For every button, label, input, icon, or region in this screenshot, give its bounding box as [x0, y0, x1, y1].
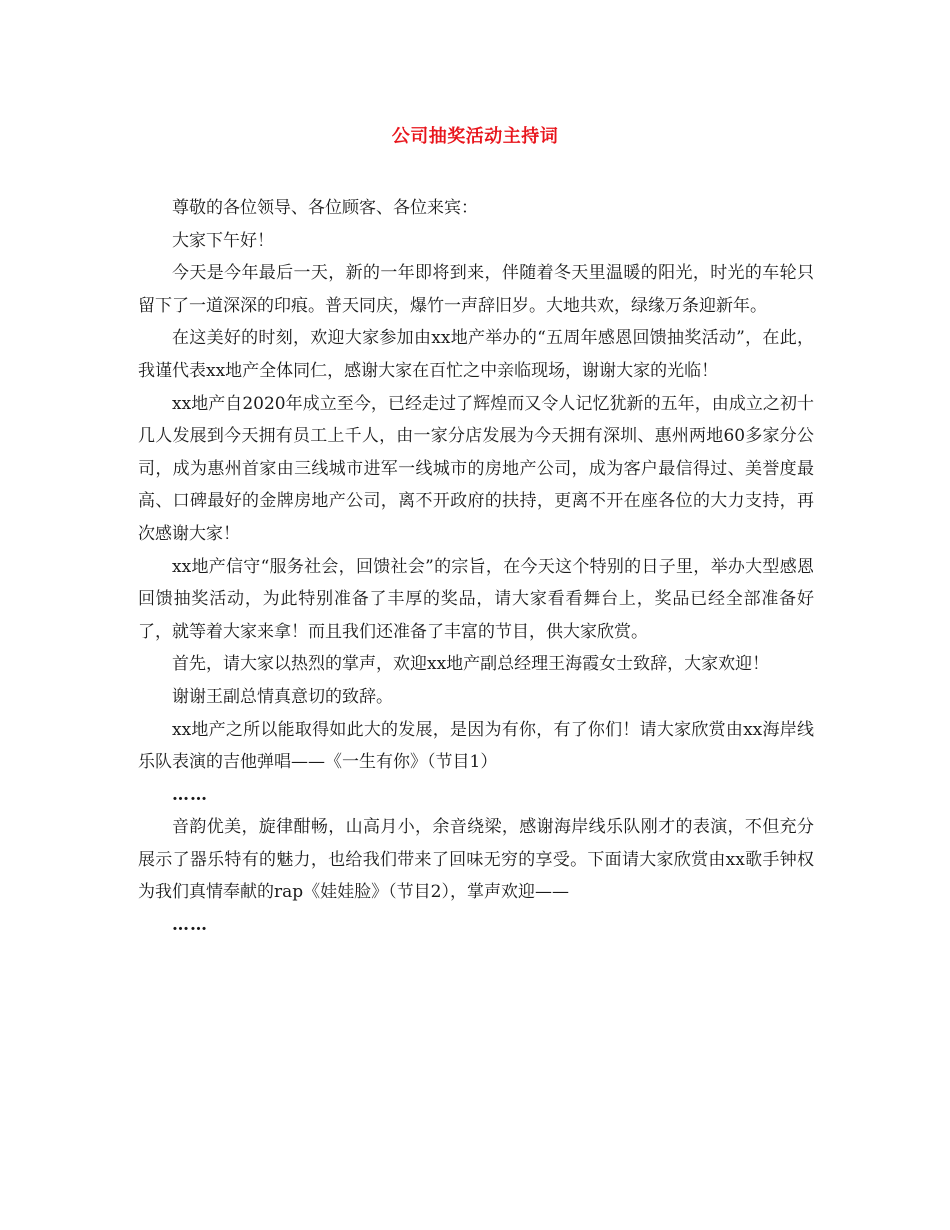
- salutation-paragraph: 尊敬的各位领导、各位顾客、各位来宾：: [172, 198, 478, 218]
- body-paragraph: 今天是今年最后一天，新的一年即将到来，伴随着冬天里温暖的阳光，时光的车轮只留下了一道深深的印痕。普天同庆，爆竹一声辞旧岁。大地共欢，绿缘万条迎新年。: [138, 263, 814, 316]
- body-paragraph: xx地产之所以能取得如此大的发展，是因为有你，有了你们！请大家欣赏由xx海岸线乐队表演的吉他弹唱——《一生有你》（节目1）: [138, 719, 814, 773]
- ellipsis-paragraph: ……: [172, 915, 208, 936]
- body-paragraph: 谢谢王副总情真意切的致辞。: [172, 686, 393, 707]
- body-paragraph: xx地产自2020年成立至今，已经走过了辉煌而又令人记忆犹新的五年，由成立之初十几人发展到今天拥有员工上千人，由一家分店发展为今天拥有深圳、惠州两地60多家分公司，成为惠州首家由三线城市进军一线城市的房地产公司，成为客户最信得过、美誉度最高、口碑最好的金牌房地产公司，离不开政府的扶持，更离不开在座各位的大力支持，再次感谢大家！: [138, 393, 814, 544]
- ellipsis-paragraph: ……: [172, 784, 208, 805]
- greeting-paragraph: 大家下午好！: [172, 230, 274, 251]
- document-title: 公司抽奖活动主持词: [391, 126, 559, 147]
- body-paragraph: 音韵优美，旋律酣畅，山高月小，余音绕梁，感谢海岸线乐队刚才的表演，不但充分展示了器乐特有的魅力，也给我们带来了回味无穷的享受。下面请大家欣赏由xx歌手钟权为我们真情奉献的rap《娃娃脸》（节目2），掌声欢迎——: [138, 817, 814, 903]
- body-paragraph: xx地产信守“服务社会，回馈社会”的宗旨，在今天这个特别的日子里，举办大型感恩回馈抽奖活动，为此特别准备了丰厚的奖品，请大家看看舞台上，奖品已经全部准备好了，就等着大家来拿！而且我们还准备了丰富的节目，供大家欣赏。: [138, 556, 814, 642]
- body-paragraph: 在这美好的时刻，欢迎大家参加由xx地产举办的“五周年感恩回馈抽奖活动”，在此，我谨代表xx地产全体同仁，感谢大家在百忙之中亲临现场，谢谢大家的光临！: [138, 328, 814, 381]
- body-paragraph: 首先，请大家以热烈的掌声，欢迎xx地产副总经理王海霞女士致辞，大家欢迎！: [172, 654, 770, 675]
- document-body: [138, 192, 814, 942]
